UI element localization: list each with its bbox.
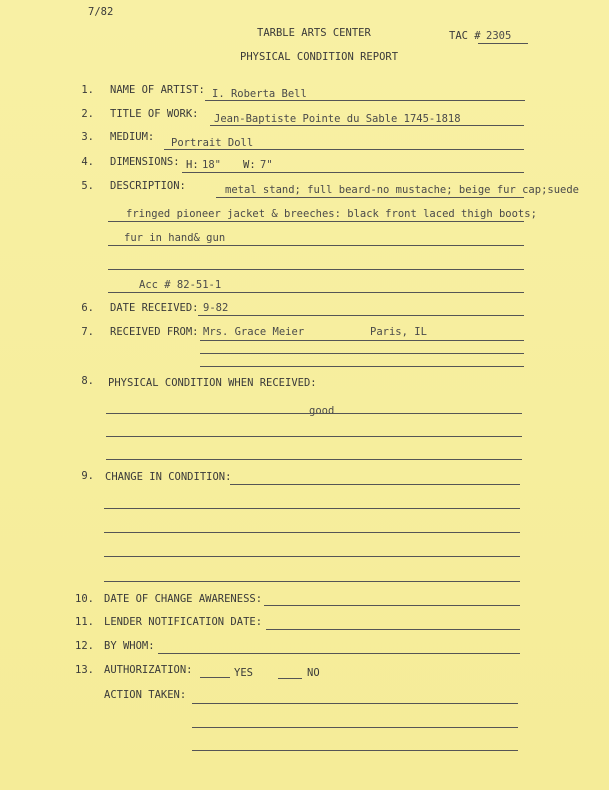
field-number: 12. — [75, 640, 94, 652]
medium-line — [164, 149, 524, 150]
received-from-rule-1 — [200, 340, 524, 341]
artist-line — [205, 100, 525, 101]
field-number: 7. — [81, 326, 94, 338]
tac-label: TAC # — [449, 30, 481, 42]
change-rule-2 — [104, 508, 520, 509]
description-line-3: fur in hand& gun — [124, 232, 226, 244]
title-line — [210, 125, 524, 126]
field-number: 8. — [81, 375, 94, 387]
width-label: W: — [243, 159, 256, 171]
condition-value: good — [309, 405, 335, 417]
change-rule-3 — [104, 532, 520, 533]
awareness-line — [264, 605, 520, 606]
yes-label: YES — [234, 667, 253, 679]
condition-rule-3 — [106, 459, 522, 460]
description-rule-2 — [108, 221, 524, 222]
medium-value: Portrait Doll — [171, 137, 254, 149]
tac-number: 2305 — [486, 30, 512, 42]
description-rule-3 — [108, 245, 524, 246]
field-number: 3. — [81, 131, 94, 143]
received-from-label: RECEIVED FROM: — [110, 326, 199, 338]
action-rule-2 — [192, 727, 518, 728]
org-name: TARBLE ARTS CENTER — [257, 27, 371, 39]
awareness-label: DATE OF CHANGE AWARENESS: — [104, 593, 263, 605]
description-label: DESCRIPTION: — [110, 180, 186, 192]
accession-number: Acc # 82-51-1 — [139, 279, 222, 291]
dimensions-line — [182, 172, 524, 173]
height-label: H: — [186, 159, 199, 171]
lender-line — [266, 629, 520, 630]
description-rule-5 — [108, 292, 524, 293]
condition-label: PHYSICAL CONDITION WHEN RECEIVED: — [108, 377, 317, 389]
field-number: 9. — [81, 470, 94, 482]
field-number: 13. — [75, 664, 94, 676]
field-number: 6. — [81, 302, 94, 314]
tac-number-line — [478, 43, 528, 44]
no-label: NO — [307, 667, 320, 679]
lender-label: LENDER NOTIFICATION DATE: — [104, 616, 263, 628]
description-line-1: metal stand; full beard-no mustache; beige fur cap;suede — [225, 184, 580, 196]
no-blank — [278, 678, 302, 679]
change-rule-1 — [230, 484, 520, 485]
height-value: 18" — [202, 159, 221, 171]
field-number: 2. — [81, 108, 94, 120]
title-label: TITLE OF WORK: — [110, 108, 199, 120]
yes-blank — [200, 677, 230, 678]
field-number: 11. — [75, 616, 94, 628]
description-rule-4 — [108, 269, 524, 270]
report-title: PHYSICAL CONDITION REPORT — [240, 51, 399, 63]
received-from-name: Mrs. Grace Meier — [203, 326, 305, 338]
field-number: 4. — [81, 156, 94, 168]
condition-rule-1 — [106, 413, 522, 414]
received-from-rule-3 — [200, 366, 524, 367]
medium-label: MEDIUM: — [110, 131, 155, 143]
artist-value: I. Roberta Bell — [212, 88, 307, 100]
by-whom-label: BY WHOM: — [104, 640, 155, 652]
title-value: Jean-Baptiste Pointe du Sable 1745-1818 — [214, 113, 461, 125]
field-number: 10. — [75, 593, 94, 605]
received-from-rule-2 — [200, 353, 524, 354]
by-whom-line — [158, 653, 520, 654]
field-number: 1. — [81, 84, 94, 96]
date-received-value: 9-82 — [203, 302, 229, 314]
dimensions-label: DIMENSIONS: — [110, 156, 180, 168]
authorization-label: AUTHORIZATION: — [104, 664, 193, 676]
artist-label: NAME OF ARTIST: — [110, 84, 205, 96]
change-label: CHANGE IN CONDITION: — [105, 471, 232, 483]
action-rule-1 — [192, 703, 518, 704]
change-rule-5 — [104, 581, 520, 582]
description-line-2: fringed pioneer jacket & breeches: black front laced thigh boots; — [126, 208, 537, 220]
description-rule-1 — [216, 197, 524, 198]
date-received-line — [198, 315, 524, 316]
received-from-place: Paris, IL — [370, 326, 427, 338]
action-label: ACTION TAKEN: — [104, 689, 187, 701]
corner-date: 7/82 — [88, 6, 114, 18]
change-rule-4 — [104, 556, 520, 557]
field-number: 5. — [81, 180, 94, 192]
condition-rule-2 — [106, 436, 522, 437]
width-value: 7" — [260, 159, 273, 171]
action-rule-3 — [192, 750, 518, 751]
date-received-label: DATE RECEIVED: — [110, 302, 199, 314]
